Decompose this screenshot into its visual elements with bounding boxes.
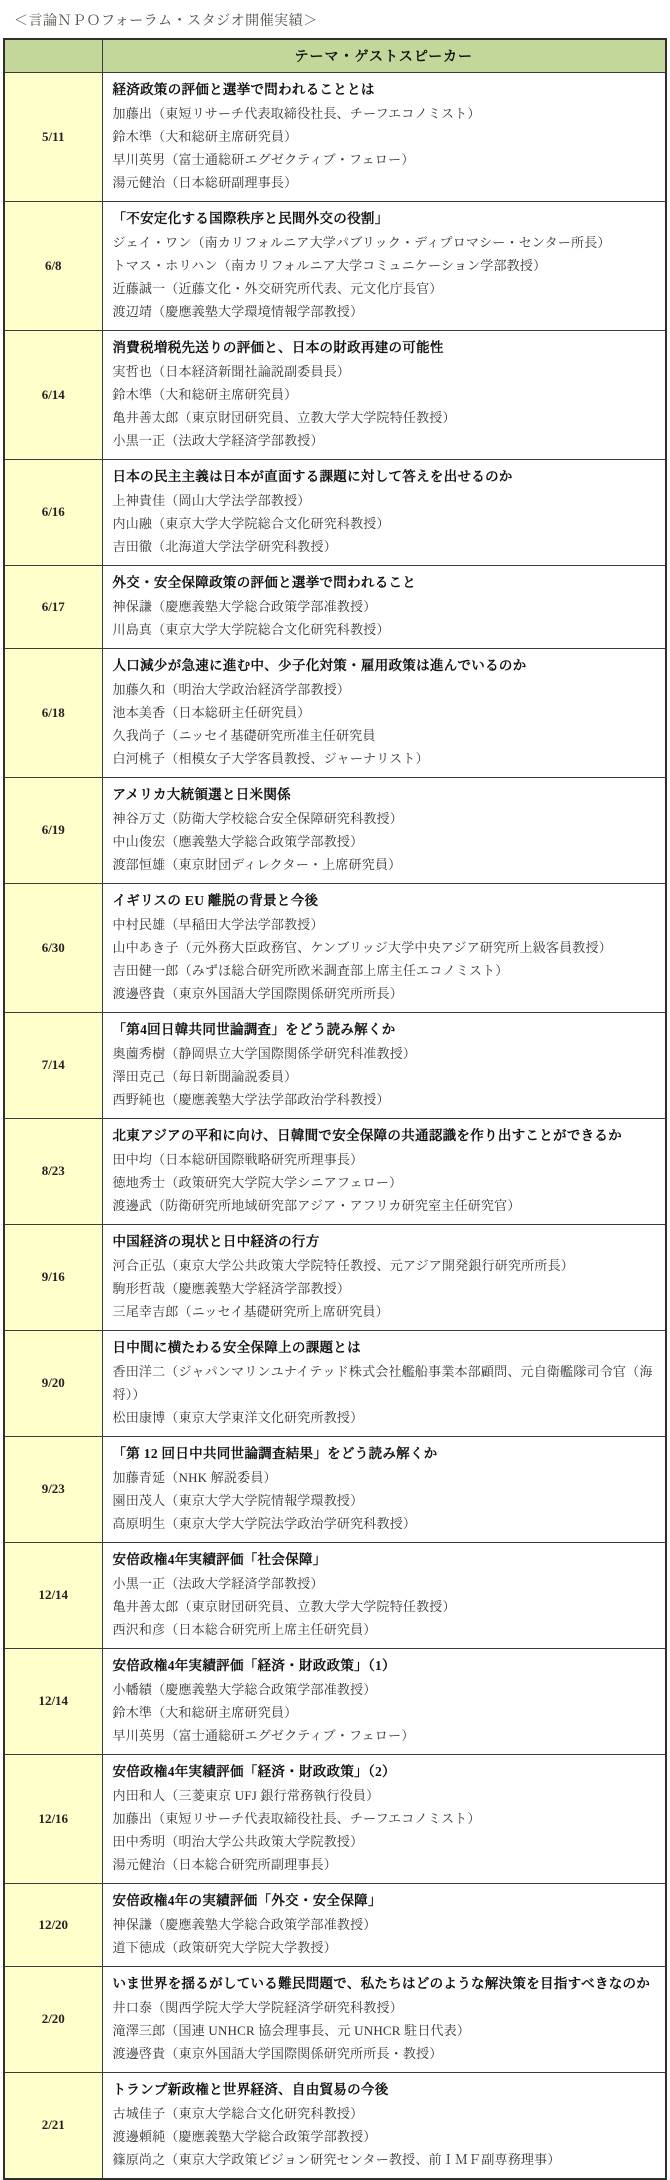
speaker-line: 西野純也（慶應義塾大学法学部政治学科教授） (112, 1091, 390, 1107)
content-cell (102, 72, 666, 201)
content-cell (102, 1542, 666, 1648)
table-row (4, 565, 666, 648)
theme-title: 中国経済の現状と日中経済の行方 (112, 1233, 320, 1249)
date-cell: 6/17 (4, 565, 102, 648)
speaker-line: 加藤出（東短リサーチ代表取締役社長、チーフエコノミスト） (112, 105, 481, 121)
speaker-line: 駒形哲哉（慶應義塾大学経済学部教授） (112, 1280, 351, 1296)
content-cell (102, 1648, 666, 1754)
speaker-line: 鈴木準（大和総研主席研究員） (112, 128, 298, 144)
speaker-line: 小幡績（慶應義塾大学総合政策学部准教授） (112, 1681, 377, 1697)
theme-title: 人口減少が急速に進む中、少子化対策・雇用政策は進んでいるのか (112, 657, 527, 673)
speaker-line: 澤田克己（毎日新聞論説委員） (112, 1068, 298, 1084)
speaker-line: 池本美香（日本総研主任研究員） (112, 704, 311, 720)
date-cell: 6/16 (4, 459, 102, 565)
table-row (4, 883, 666, 1012)
date-cell: 2/20 (4, 1966, 102, 2072)
table-row (4, 648, 666, 777)
date-cell: 12/14 (4, 1542, 102, 1648)
table-row (4, 777, 666, 883)
content-cell (102, 777, 666, 883)
content-cell (102, 1754, 666, 1883)
speaker-line: 神保謙（慶應義塾大学総合政策学部准教授） (112, 1916, 377, 1932)
date-cell: 6/30 (4, 883, 102, 1012)
speaker-line: 加藤出（東短リサーチ代表取締役社長、チーフエコノミスト） (112, 1810, 481, 1826)
content-cell (102, 1012, 666, 1118)
speaker-line: 内山融（東京大学大学院総合文化研究科教授） (112, 515, 390, 531)
table-row (4, 1118, 666, 1224)
speaker-line: 近藤誠一（近藤文化・外交研究所代表、元文化庁長官） (112, 280, 443, 296)
page-title: ＜言論ＮＰＯフォーラム・スタジオ開催実績＞ (14, 14, 318, 29)
speaker-line: 鈴木準（大和総研主席研究員） (112, 1704, 298, 1720)
table-header (4, 39, 666, 72)
speaker-line: 湯元健治（日本総合研究所副理事長） (112, 1856, 337, 1872)
speaker-line: 道下徳成（政策研究大学院大学教授） (112, 1939, 337, 1955)
theme-title: 安倍政権4年の実績評価「外交・安全保障」 (112, 1892, 382, 1908)
theme-title: 消費税増税先送りの評価と、日本の財政再建の可能性 (112, 339, 444, 355)
speaker-line: 早川英男（富士通総研エグゼクティブ・フェロー） (112, 1727, 415, 1743)
theme-title: アメリカ大統領選と日米関係 (112, 786, 291, 802)
content-cell (102, 1118, 666, 1224)
speaker-line: 鈴木準（大和総研主席研究員） (112, 386, 298, 402)
speaker-line: 実哲也（日本経済新聞社論説副委員長） (112, 363, 351, 379)
theme-title: 経済政策の評価と選挙で問われることとは (112, 81, 375, 97)
table-row (4, 1012, 666, 1118)
speaker-line: 三尾幸吉郎（ニッセイ基礎研究所上席研究員） (112, 1303, 389, 1319)
date-cell: 9/16 (4, 1224, 102, 1330)
content-cell (102, 565, 666, 648)
content-cell (102, 330, 666, 459)
header-corner-cell (4, 39, 102, 72)
speaker-line: 吉田徹（北海道大学法学研究科教授） (112, 538, 337, 554)
table-row (4, 72, 666, 201)
table-row (4, 1330, 666, 1436)
table-row (4, 1966, 666, 2072)
theme-title: 安倍政権4年実績評価「経済・財政政策」（2） (112, 1763, 396, 1779)
speaker-line: 田中秀明（明治大学公共政策大学院教授） (112, 1833, 364, 1849)
content-cell (102, 201, 666, 330)
speaker-line: 奥薗秀樹（静岡県立大学国際関係学研究科准教授） (112, 1045, 417, 1061)
date-cell: 12/14 (4, 1648, 102, 1754)
table-row (4, 459, 666, 565)
theme-title: 「第4回日韓共同世論調査」をどう読み解くか (112, 1021, 396, 1037)
speaker-line: 渡邊頼純（慶應義塾大学総合政策学部教授） (112, 2128, 377, 2144)
table-row (4, 1754, 666, 1883)
speaker-line: 徳地秀士（政策研究大学院大学シニアフェロー） (112, 1174, 403, 1190)
table-row (4, 1224, 666, 1330)
speaker-line: 上神貴佳（岡山大学法学部教授） (112, 492, 311, 508)
date-cell: 8/23 (4, 1118, 102, 1224)
speaker-line: 内田和人（三菱東京 UFJ 銀行常務執行役員） (112, 1787, 380, 1803)
header-theme-cell: テーマ・ゲストスピーカー (102, 39, 666, 72)
date-cell: 12/20 (4, 1883, 102, 1966)
date-cell: 6/8 (4, 201, 102, 330)
theme-title: 「第 12 回日中共同世論調査結果」をどう読み解くか (112, 1445, 438, 1461)
speaker-line: 西沢和彦（日本総合研究所上席主任研究員） (112, 1621, 377, 1637)
content-cell (102, 1883, 666, 1966)
content-cell (102, 1436, 666, 1542)
speaker-line: 園田茂人（東京大学大学院情報学環教授） (112, 1492, 364, 1508)
speaker-line: 田中均（日本総研国際戦略研究所理事長） (112, 1151, 364, 1167)
content-cell (102, 2072, 666, 2179)
content-cell (102, 883, 666, 1012)
header-row (4, 39, 666, 72)
table-row (4, 1542, 666, 1648)
speaker-line: 香田洋二（ジャパンマリンユナイテッド株式会社艦船事業本部顧問、元自衛艦隊司令官（海将）） (112, 1363, 653, 1402)
speaker-line: 中山俊宏（應義塾大学総合政策学部教授） (112, 833, 364, 849)
speaker-line: 早川英男（富士通総研エグゼクティブ・フェロー） (112, 151, 415, 167)
speaker-line: 亀井善太郎（東京財団研究員、立教大学大学院特任教授） (112, 1598, 456, 1614)
content-cell (102, 1966, 666, 2072)
table-body (4, 72, 666, 2179)
date-cell: 6/14 (4, 330, 102, 459)
speaker-line: 井口泰（関西学院大学大学院経済学研究科教授） (112, 1999, 403, 2015)
theme-title: 北東アジアの平和に向け、日韓間で安全保障の共通認識を作り出すことができるか (112, 1127, 623, 1143)
date-cell: 2/21 (4, 2072, 102, 2179)
speaker-line: 川島真（東京大学大学院総合文化研究科教授） (112, 621, 390, 637)
content-cell (102, 648, 666, 777)
speaker-line: 河合正弘（東京大学公共政策大学院特任教授、元アジア開発銀行研究所所長） (112, 1257, 574, 1273)
theme-title: 日中間に横たわる安全保障上の課題とは (112, 1339, 361, 1355)
speaker-line: 渡邊武（防衛研究所地域研究部アジア・アフリカ研究室主任研究官） (112, 1197, 521, 1213)
speaker-line: 渡部恒雄（東京財団ディレクター・上席研究員） (112, 856, 402, 872)
speaker-line: トマス・ホリハン（南カリフォルニア大学コミュニケーション学部教授） (112, 257, 547, 273)
content-cell (102, 459, 666, 565)
speaker-line: 白河桃子（相模女子大学客員教授、ジャーナリスト） (112, 750, 429, 766)
date-cell: 6/18 (4, 648, 102, 777)
speaker-line: 山中あき子（元外務大臣政務官、ケンブリッジ大学中央アジア研究所上級客員教授） (112, 939, 612, 955)
speaker-line: 小黒一正（法政大学経済学部教授） (112, 432, 324, 448)
theme-title: 「不安定化する国際秩序と民間外交の役割」 (112, 210, 389, 226)
speaker-line: 久我尚子（ニッセイ基礎研究所准主任研究員 (112, 727, 376, 743)
date-cell: 6/19 (4, 777, 102, 883)
table-row (4, 330, 666, 459)
speaker-line: 渡邊啓貴（東京外国語大学国際関係研究所所長） (112, 985, 403, 1001)
theme-title: 外交・安全保障政策の評価と選挙で問われること (112, 574, 417, 590)
table-row (4, 201, 666, 330)
date-cell: 12/16 (4, 1754, 102, 1883)
speaker-line: 吉田健一郎（みずほ総合研究所欧米調査部上席主任エコノミスト） (112, 962, 509, 978)
table-row (4, 1436, 666, 1542)
date-cell: 7/14 (4, 1012, 102, 1118)
speaker-line: 滝澤三郎（国連 UNHCR 協会理事長、元 UNHCR 駐日代表） (112, 2022, 471, 2038)
speaker-line: 加藤青延（NHK 解説委員） (112, 1469, 277, 1485)
theme-title: 安倍政権4年実績評価「経済・財政政策」（1） (112, 1657, 396, 1673)
speaker-line: 湯元健治（日本総研副理事長） (112, 174, 298, 190)
table-row (4, 2072, 666, 2179)
speaker-line: 神保謙（慶應義塾大学総合政策学部准教授） (112, 598, 377, 614)
speaker-line: 中村民雄（早稲田大学法学部教授） (112, 916, 324, 932)
speaker-line: 篠原尚之（東京大学政策ビジョン研究センター教授、前ＩＭＦ副専務理事） (112, 2151, 561, 2167)
theme-title: イギリスの EU 離脱の背景と今後 (112, 892, 319, 908)
speaker-line: 古城佳子（東京大学総合文化研究科教授） (112, 2105, 364, 2121)
content-cell (102, 1224, 666, 1330)
speaker-line: 亀井善太郎（東京財団研究員、立教大学大学院特任教授） (112, 409, 456, 425)
theme-title: いま世界を揺るがしている難民問題で、私たちはどのような解決策を目指すべきなのか (112, 1975, 651, 1991)
theme-title: 安倍政権4年実績評価「社会保障」 (112, 1551, 327, 1567)
table-row (4, 1648, 666, 1754)
date-cell: 9/20 (4, 1330, 102, 1436)
table-row (4, 1883, 666, 1966)
speaker-line: 渡辺靖（慶應義塾大学環境情報学部教授） (112, 303, 364, 319)
date-cell: 9/23 (4, 1436, 102, 1542)
speaker-line: 小黒一正（法政大学経済学部教授） (112, 1575, 324, 1591)
date-cell: 5/11 (4, 72, 102, 201)
speaker-line: ジェイ・ワン（南カリフォルニア大学パブリック・ディプロマシー・センター所長） (112, 234, 611, 250)
events-table (3, 38, 667, 2180)
speaker-line: 渡邊啓貴（東京外国語大学国際関係研究所所長・教授） (112, 2045, 443, 2061)
theme-title: 日本の民主主義は日本が直面する課題に対して答えを出せるのか (112, 468, 513, 484)
speaker-line: 加藤久和（明治大学政治経済学部教授） (112, 681, 351, 697)
theme-title: トランプ新政権と世界経済、自由貿易の今後 (112, 2081, 389, 2097)
content-cell (102, 1330, 666, 1436)
speaker-line: 松田康博（東京大学東洋文化研究所教授） (112, 1409, 364, 1425)
speaker-line: 神谷万丈（防衛大学校総合安全保障研究科教授） (112, 810, 403, 826)
speaker-line: 高原明生（東京大学大学院法学政治学研究科教授） (112, 1515, 417, 1531)
